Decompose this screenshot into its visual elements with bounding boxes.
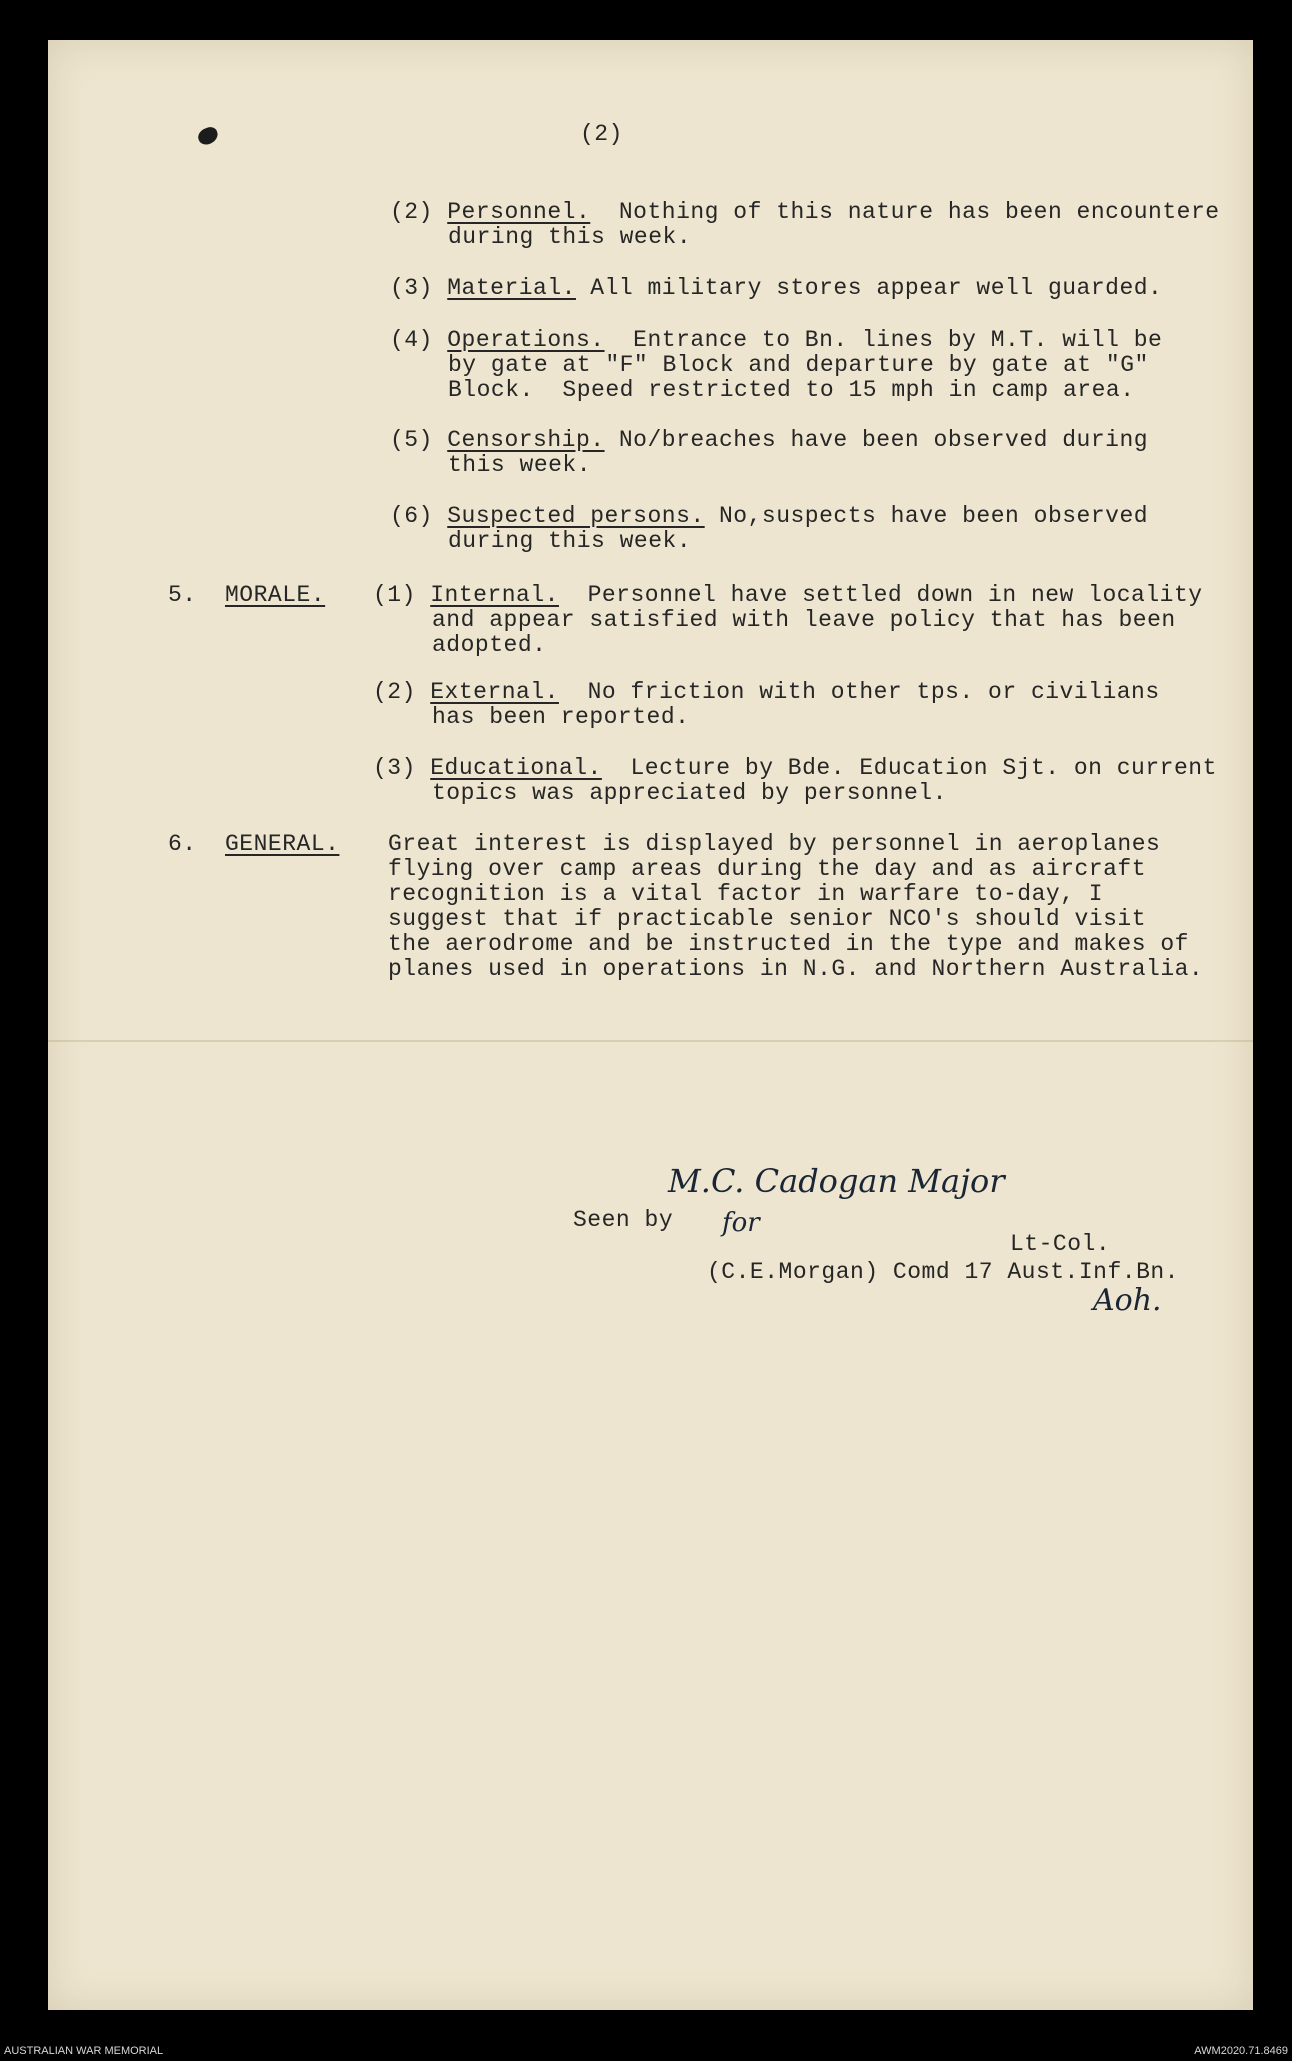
item-operations: [390, 328, 1162, 353]
page-number: (2): [580, 121, 623, 147]
item-text: Entrance to Bn. lines by M.T. will be: [604, 327, 1163, 353]
item-heading: Educational.: [430, 755, 602, 781]
general-text-line: Great interest is displayed by personnel in aeroplanes: [388, 831, 1161, 857]
item-number: (2): [390, 199, 433, 225]
section-number: 6.: [168, 831, 197, 857]
morale-item-external: [373, 680, 1160, 705]
section-number: 5.: [168, 582, 197, 608]
section-title-general: GENERAL.: [225, 831, 340, 857]
punch-hole: [196, 125, 220, 147]
handwritten-for: for: [722, 1208, 760, 1238]
paper-fold-line: [48, 1040, 1253, 1042]
item-heading: Internal.: [430, 582, 559, 608]
handwritten-signature: M.C. Cadogan Major: [668, 1162, 1005, 1200]
item-number: (2): [373, 679, 416, 705]
item-text: Personnel have settled down in new locality: [558, 582, 1203, 608]
item-heading: Material.: [447, 275, 576, 301]
rank-label: Lt-Col.: [1010, 1231, 1111, 1257]
item-censorship: [390, 428, 1148, 453]
item-number: (3): [373, 755, 416, 781]
item-heading: Operations.: [447, 327, 605, 353]
item-suspected-persons: [390, 504, 1148, 529]
general-text-line: recognition is a vital factor in warfare to-day, I: [388, 881, 1104, 907]
item-heading: Censorship.: [447, 427, 605, 453]
general-text-line: flying over camp areas during the day and as aircraft: [388, 856, 1147, 882]
item-text-line: has been reported.: [432, 704, 690, 730]
item-text: No friction with other tps. or civilians: [558, 679, 1160, 705]
item-number: (5): [390, 427, 433, 453]
item-text: No,suspects have been observed: [704, 503, 1149, 529]
morale-item-internal: [373, 583, 1203, 608]
item-text: No/breaches have been observed during: [604, 427, 1149, 453]
commander-name: (C.E.Morgan) Comd 17 Aust.Inf.Bn.: [707, 1259, 1179, 1285]
item-material: [390, 276, 1162, 301]
item-heading: External.: [430, 679, 559, 705]
item-text-line: topics was appreciated by personnel.: [432, 780, 947, 806]
item-text-line: during this week.: [448, 528, 692, 554]
morale-item-educational: [373, 756, 1217, 781]
section-title-morale: MORALE.: [225, 582, 326, 608]
handwritten-initials: Aoh.: [1093, 1283, 1162, 1318]
item-number: (1): [373, 582, 416, 608]
item-text-line: during this week.: [448, 224, 692, 250]
item-text-line: and appear satisfied with leave policy that has been: [432, 607, 1176, 633]
item-text: Nothing of this nature has been encountere: [590, 199, 1220, 225]
item-heading: Personnel.: [447, 199, 591, 225]
general-text-line: planes used in operations in N.G. and Northern Australia.: [388, 956, 1204, 982]
item-text-line: this week.: [448, 452, 592, 478]
footer-accession-number: AWM2020.71.8469: [1194, 2045, 1288, 2057]
item-heading: Suspected persons.: [447, 503, 705, 529]
item-text-line: Block. Speed restricted to 15 mph in camp area.: [448, 377, 1135, 403]
item-text-line: adopted.: [432, 632, 547, 658]
item-personnel: [390, 200, 1220, 225]
general-text-line: suggest that if practicable senior NCO's should visit: [388, 906, 1147, 932]
item-text: All military stores appear well guarded.: [575, 275, 1163, 301]
seen-by-label: Seen by: [573, 1207, 674, 1233]
item-number: (4): [390, 327, 433, 353]
item-text-line: by gate at "F" Block and departure by gate at "G": [448, 352, 1149, 378]
footer-credit: AUSTRALIAN WAR MEMORIAL: [4, 2045, 164, 2057]
item-text: Lecture by Bde. Education Sjt. on current: [601, 755, 1217, 781]
item-number: (3): [390, 275, 433, 301]
item-number: (6): [390, 503, 433, 529]
general-text-line: the aerodrome and be instructed in the type and makes of: [388, 931, 1189, 957]
